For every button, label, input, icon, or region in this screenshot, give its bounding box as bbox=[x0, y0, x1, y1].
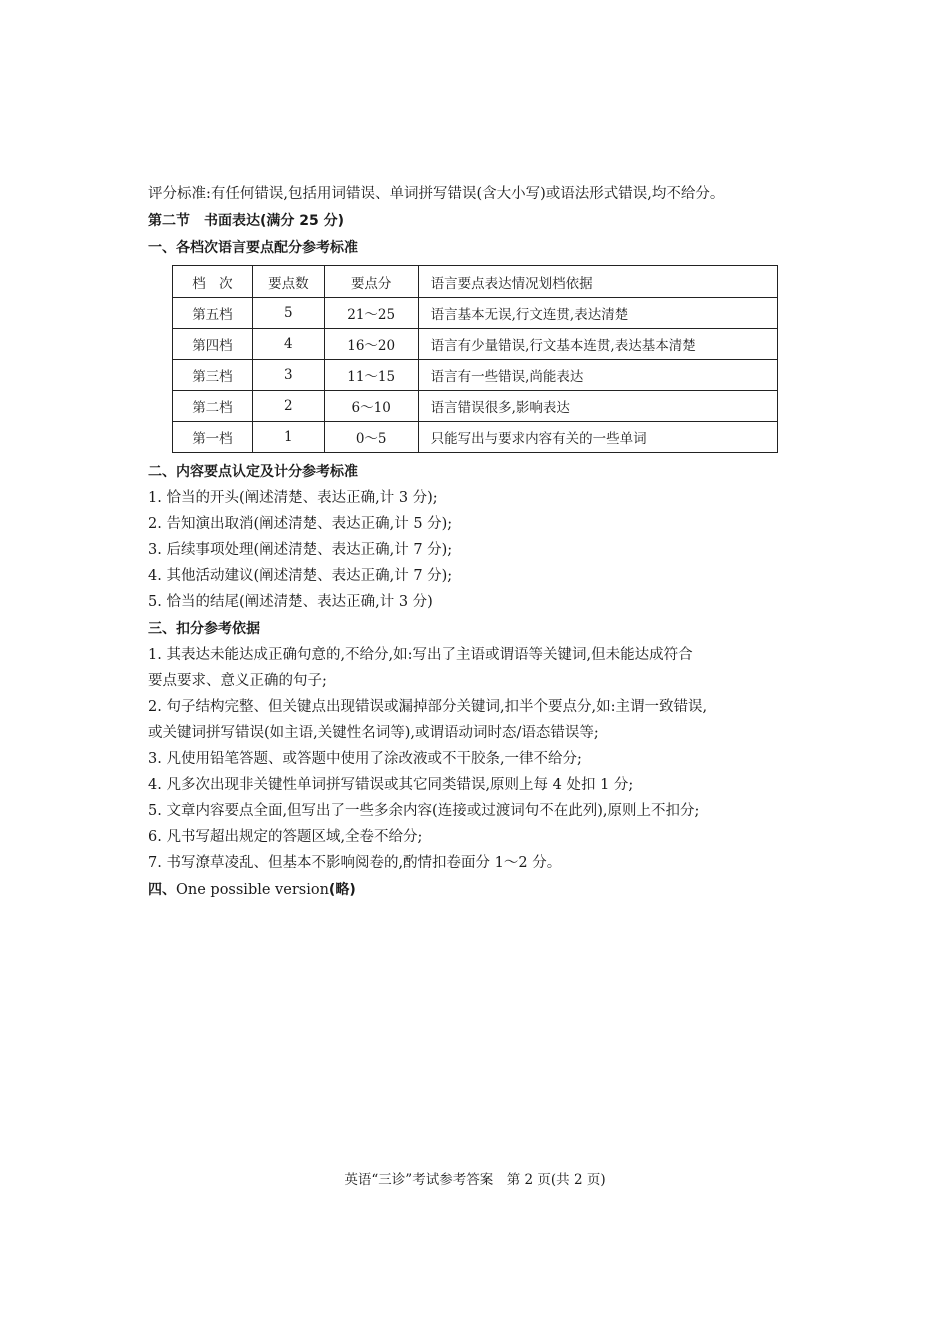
part4-heading bbox=[148, 880, 356, 900]
table-cell: 语言有一些错误,尚能表达 bbox=[418, 360, 777, 391]
deduction-rule-line: 4. 凡多次出现非关键性单词拼写错误或其它同类错误,原则上每 4 处扣 1 分; bbox=[148, 777, 634, 793]
table-cell: 5 bbox=[252, 298, 324, 329]
deduction-rule-line: 7. 书写潦草凌乱、但基本不影响阅卷的,酌情扣卷面分 1～2 分。 bbox=[148, 855, 562, 871]
content-point-item: 2. 告知演出取消(阐述清楚、表达正确,计 5 分); bbox=[148, 516, 453, 532]
deduction-rule-line: 1. 其表达未能达成正确句意的,不给分,如:写出了主语或谓语等关键词,但未能达成符合 bbox=[148, 647, 693, 663]
deduction-rule-line: 或关键词拼写错误(如主语,关键性名词等),或谓语动词时态/语态错误等; bbox=[148, 725, 599, 741]
part4-suffix: (略) bbox=[328, 882, 356, 898]
table-cell: 语言错误很多,影响表达 bbox=[418, 391, 777, 422]
scoring-criteria-line: 评分标准:有任何错误,包括用词错误、单词拼写错误(含大小写)或语法形式错误,均不给分。 bbox=[148, 186, 725, 202]
part2-heading: 二、内容要点认定及计分参考标准 bbox=[148, 464, 358, 480]
deduction-rule-line: 3. 凡使用铅笔答题、或答题中使用了涂改液或不干胶条,一律不给分; bbox=[148, 751, 582, 767]
table-cell: 2 bbox=[252, 391, 324, 422]
table-row bbox=[173, 329, 778, 360]
table-row bbox=[173, 391, 778, 422]
table-cell: 1 bbox=[252, 422, 324, 453]
table-cell: 只能写出与要求内容有关的一些单词 bbox=[418, 422, 777, 453]
table-cell: 第五档 bbox=[173, 298, 253, 329]
table-cell: 第二档 bbox=[173, 391, 253, 422]
grading-table bbox=[172, 265, 778, 453]
table-cell: 语言基本无误,行文连贯,表达清楚 bbox=[418, 298, 777, 329]
table-cell: 11～15 bbox=[324, 360, 418, 391]
table-header-row bbox=[173, 266, 778, 298]
table-row bbox=[173, 422, 778, 453]
table-header-cell: 要点数 bbox=[252, 266, 324, 298]
table-cell: 第三档 bbox=[173, 360, 253, 391]
part4-text: One possible version bbox=[176, 882, 329, 898]
content-point-item: 3. 后续事项处理(阐述清楚、表达正确,计 7 分); bbox=[148, 542, 453, 558]
table-header-cell: 语言要点表达情况划档依据 bbox=[418, 266, 777, 298]
part1-heading: 一、各档次语言要点配分参考标准 bbox=[148, 240, 358, 256]
deduction-rule-line: 2. 句子结构完整、但关键点出现错误或漏掉部分关键词,扣半个要点分,如:主谓一致错误, bbox=[148, 699, 708, 715]
table-cell: 16～20 bbox=[324, 329, 418, 360]
part4-prefix: 四、 bbox=[148, 882, 176, 898]
deduction-rule-line: 要点要求、意义正确的句子; bbox=[148, 673, 327, 689]
table-cell: 6～10 bbox=[324, 391, 418, 422]
part3-heading: 三、扣分参考依据 bbox=[148, 621, 260, 637]
content-point-item: 1. 恰当的开头(阐述清楚、表达正确,计 3 分); bbox=[148, 490, 438, 506]
table-row bbox=[173, 360, 778, 391]
page-footer: 英语“三诊”考试参考答案 第 2 页(共 2 页) bbox=[344, 1172, 606, 1188]
table-cell: 3 bbox=[252, 360, 324, 391]
content-point-item: 4. 其他活动建议(阐述清楚、表达正确,计 7 分); bbox=[148, 568, 453, 584]
deduction-rule-line: 5. 文章内容要点全面,但写出了一些多余内容(连接或过渡词句不在此列),原则上不扣分; bbox=[148, 803, 700, 819]
table-cell: 0～5 bbox=[324, 422, 418, 453]
table-cell: 第四档 bbox=[173, 329, 253, 360]
table-cell: 第一档 bbox=[173, 422, 253, 453]
table-cell: 21～25 bbox=[324, 298, 418, 329]
table-header-cell: 档 次 bbox=[173, 266, 253, 298]
table-header-cell: 要点分 bbox=[324, 266, 418, 298]
content-point-item: 5. 恰当的结尾(阐述清楚、表达正确,计 3 分) bbox=[148, 594, 433, 610]
table-cell: 4 bbox=[252, 329, 324, 360]
deduction-rule-line: 6. 凡书写超出规定的答题区域,全卷不给分; bbox=[148, 829, 423, 845]
table-row bbox=[173, 298, 778, 329]
table-cell: 语言有少量错误,行文基本连贯,表达基本清楚 bbox=[418, 329, 777, 360]
section-title: 第二节 书面表达(满分 25 分) bbox=[148, 213, 345, 229]
